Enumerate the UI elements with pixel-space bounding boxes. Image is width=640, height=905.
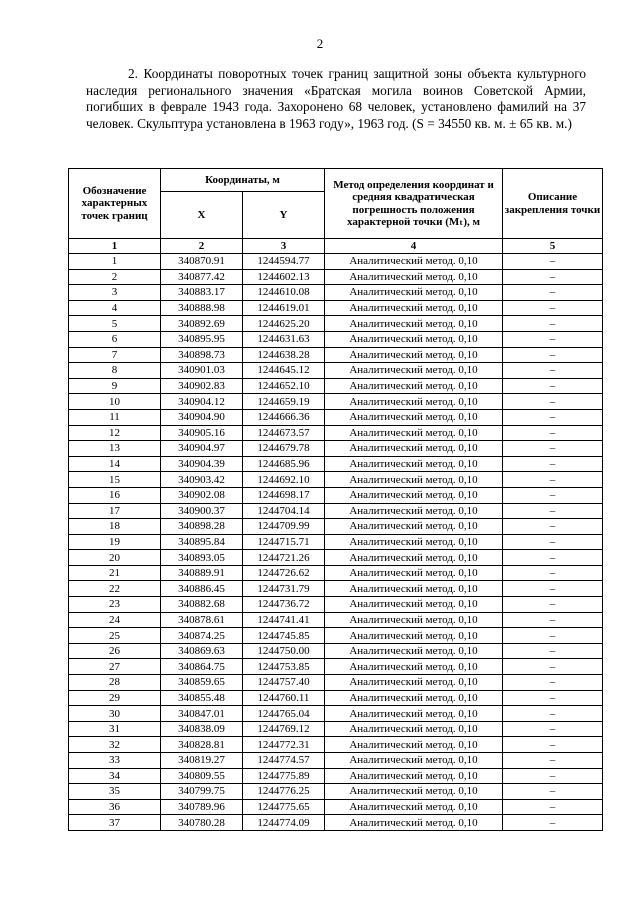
- description-cell: –: [503, 628, 603, 644]
- description-cell: –: [503, 269, 603, 285]
- table-row: [69, 285, 603, 301]
- y-coordinate-cell: 1244775.65: [243, 799, 325, 815]
- description-cell: –: [503, 519, 603, 535]
- point-number-cell: 16: [69, 487, 161, 503]
- point-number-cell: 26: [69, 643, 161, 659]
- y-coordinate-cell: 1244775.89: [243, 768, 325, 784]
- x-coordinate-cell: 340847.01: [161, 706, 243, 722]
- x-coordinate-cell: 340828.81: [161, 737, 243, 753]
- point-number-cell: 2: [69, 269, 161, 285]
- point-number-cell: 36: [69, 799, 161, 815]
- x-coordinate-cell: 340904.39: [161, 456, 243, 472]
- table-row: [69, 628, 603, 644]
- x-coordinate-cell: 340877.42: [161, 269, 243, 285]
- x-coordinate-cell: 340895.84: [161, 534, 243, 550]
- point-number-cell: 9: [69, 378, 161, 394]
- method-cell: Аналитический метод. 0,10: [325, 690, 503, 706]
- y-coordinate-cell: 1244679.78: [243, 441, 325, 457]
- method-cell: Аналитический метод. 0,10: [325, 441, 503, 457]
- point-number-cell: 7: [69, 347, 161, 363]
- table-row: [69, 254, 603, 270]
- x-coordinate-cell: 340905.16: [161, 425, 243, 441]
- table-row: [69, 815, 603, 831]
- y-coordinate-cell: 1244704.14: [243, 503, 325, 519]
- method-cell: Аналитический метод. 0,10: [325, 285, 503, 301]
- x-coordinate-cell: 340882.68: [161, 597, 243, 613]
- y-coordinate-cell: 1244774.57: [243, 753, 325, 769]
- method-cell: Аналитический метод. 0,10: [325, 394, 503, 410]
- method-cell: Аналитический метод. 0,10: [325, 643, 503, 659]
- x-coordinate-cell: 340893.05: [161, 550, 243, 566]
- description-cell: –: [503, 503, 603, 519]
- header-method: Метод определения координат и средняя квадратическая погрешность положения характерной точки (Мₜ), м: [325, 169, 503, 239]
- point-number-cell: 19: [69, 534, 161, 550]
- table-row: [69, 597, 603, 613]
- method-cell: Аналитический метод. 0,10: [325, 534, 503, 550]
- x-coordinate-cell: 340859.65: [161, 675, 243, 691]
- table-row: [69, 550, 603, 566]
- y-coordinate-cell: 1244652.10: [243, 378, 325, 394]
- method-cell: Аналитический метод. 0,10: [325, 784, 503, 800]
- header-x: X: [161, 192, 243, 239]
- table-row: [69, 347, 603, 363]
- point-number-cell: 3: [69, 285, 161, 301]
- method-cell: Аналитический метод. 0,10: [325, 612, 503, 628]
- point-number-cell: 10: [69, 394, 161, 410]
- method-cell: Аналитический метод. 0,10: [325, 409, 503, 425]
- description-cell: –: [503, 347, 603, 363]
- section-heading-text: 2. Координаты поворотных точек границ защитной зоны объекта культурного наследия регионального значения «Братская могила воинов Советской Армии, погибших в феврале 1943 года. Захоронено 68 человек, установлено фамилий на 37 человек. Скульптура установлена в 1963 году», 1963 год. (S = 34550 кв. м. ± 65 кв. м.): [86, 66, 586, 131]
- point-number-cell: 1: [69, 254, 161, 270]
- point-number-cell: 22: [69, 581, 161, 597]
- y-coordinate-cell: 1244659.19: [243, 394, 325, 410]
- method-cell: Аналитический метод. 0,10: [325, 659, 503, 675]
- table-body: [69, 254, 603, 831]
- description-cell: –: [503, 643, 603, 659]
- x-coordinate-cell: 340902.08: [161, 487, 243, 503]
- table-row: [69, 753, 603, 769]
- y-coordinate-cell: 1244645.12: [243, 363, 325, 379]
- point-number-cell: 15: [69, 472, 161, 488]
- y-coordinate-cell: 1244673.57: [243, 425, 325, 441]
- y-coordinate-cell: 1244594.77: [243, 254, 325, 270]
- table-row: [69, 799, 603, 815]
- point-number-cell: 30: [69, 706, 161, 722]
- y-coordinate-cell: 1244736.72: [243, 597, 325, 613]
- y-coordinate-cell: 1244753.85: [243, 659, 325, 675]
- x-coordinate-cell: 340819.27: [161, 753, 243, 769]
- y-coordinate-cell: 1244631.63: [243, 331, 325, 347]
- x-coordinate-cell: 340855.48: [161, 690, 243, 706]
- section-heading: [86, 66, 586, 132]
- coordinates-table: [68, 168, 603, 831]
- method-cell: Аналитический метод. 0,10: [325, 425, 503, 441]
- x-coordinate-cell: 340780.28: [161, 815, 243, 831]
- table-row: [69, 675, 603, 691]
- page-number: 2: [316, 36, 324, 51]
- x-coordinate-cell: 340889.91: [161, 565, 243, 581]
- description-cell: –: [503, 425, 603, 441]
- table-row: [69, 409, 603, 425]
- description-cell: –: [503, 300, 603, 316]
- method-cell: Аналитический метод. 0,10: [325, 768, 503, 784]
- table-row: [69, 331, 603, 347]
- table-row: [69, 487, 603, 503]
- description-cell: –: [503, 363, 603, 379]
- method-cell: Аналитический метод. 0,10: [325, 675, 503, 691]
- method-cell: Аналитический метод. 0,10: [325, 753, 503, 769]
- column-number-row: [69, 239, 603, 254]
- table-row: [69, 456, 603, 472]
- x-coordinate-cell: 340898.73: [161, 347, 243, 363]
- point-number-cell: 31: [69, 721, 161, 737]
- y-coordinate-cell: 1244715.71: [243, 534, 325, 550]
- description-cell: –: [503, 456, 603, 472]
- description-cell: –: [503, 659, 603, 675]
- description-cell: –: [503, 612, 603, 628]
- table-row: [69, 269, 603, 285]
- description-cell: –: [503, 331, 603, 347]
- method-cell: Аналитический метод. 0,10: [325, 565, 503, 581]
- description-cell: –: [503, 706, 603, 722]
- method-cell: Аналитический метод. 0,10: [325, 347, 503, 363]
- description-cell: –: [503, 581, 603, 597]
- table-header-row: [69, 169, 603, 192]
- description-cell: –: [503, 815, 603, 831]
- x-coordinate-cell: 340904.90: [161, 409, 243, 425]
- point-number-cell: 20: [69, 550, 161, 566]
- column-number: 4: [325, 239, 503, 254]
- x-coordinate-cell: 340904.12: [161, 394, 243, 410]
- point-number-cell: 14: [69, 456, 161, 472]
- table-row: [69, 706, 603, 722]
- x-coordinate-cell: 340838.09: [161, 721, 243, 737]
- method-cell: Аналитический метод. 0,10: [325, 737, 503, 753]
- method-cell: Аналитический метод. 0,10: [325, 456, 503, 472]
- y-coordinate-cell: 1244625.20: [243, 316, 325, 332]
- description-cell: –: [503, 753, 603, 769]
- point-number-cell: 34: [69, 768, 161, 784]
- table-row: [69, 394, 603, 410]
- point-number-cell: 4: [69, 300, 161, 316]
- column-number: 5: [503, 239, 603, 254]
- x-coordinate-cell: 340895.95: [161, 331, 243, 347]
- description-cell: –: [503, 737, 603, 753]
- point-number-cell: 11: [69, 409, 161, 425]
- method-cell: Аналитический метод. 0,10: [325, 363, 503, 379]
- method-cell: Аналитический метод. 0,10: [325, 597, 503, 613]
- point-number-cell: 32: [69, 737, 161, 753]
- y-coordinate-cell: 1244638.28: [243, 347, 325, 363]
- table-row: [69, 659, 603, 675]
- table-row: [69, 441, 603, 457]
- x-coordinate-cell: 340903.42: [161, 472, 243, 488]
- x-coordinate-cell: 340892.69: [161, 316, 243, 332]
- method-cell: Аналитический метод. 0,10: [325, 269, 503, 285]
- y-coordinate-cell: 1244745.85: [243, 628, 325, 644]
- x-coordinate-cell: 340789.96: [161, 799, 243, 815]
- method-cell: Аналитический метод. 0,10: [325, 815, 503, 831]
- point-number-cell: 25: [69, 628, 161, 644]
- point-number-cell: 6: [69, 331, 161, 347]
- point-number-cell: 18: [69, 519, 161, 535]
- x-coordinate-cell: 340883.17: [161, 285, 243, 301]
- y-coordinate-cell: 1244692.10: [243, 472, 325, 488]
- point-number-cell: 21: [69, 565, 161, 581]
- point-number-cell: 24: [69, 612, 161, 628]
- y-coordinate-cell: 1244741.41: [243, 612, 325, 628]
- x-coordinate-cell: 340799.75: [161, 784, 243, 800]
- point-number-cell: 12: [69, 425, 161, 441]
- method-cell: Аналитический метод. 0,10: [325, 503, 503, 519]
- header-y: Y: [243, 192, 325, 239]
- y-coordinate-cell: 1244602.13: [243, 269, 325, 285]
- y-coordinate-cell: 1244685.96: [243, 456, 325, 472]
- x-coordinate-cell: 340898.28: [161, 519, 243, 535]
- y-coordinate-cell: 1244726.62: [243, 565, 325, 581]
- table-row: [69, 768, 603, 784]
- y-coordinate-cell: 1244765.04: [243, 706, 325, 722]
- y-coordinate-cell: 1244774.09: [243, 815, 325, 831]
- point-number-cell: 33: [69, 753, 161, 769]
- header-coordinates: Координаты, м: [161, 169, 325, 192]
- table-row: [69, 612, 603, 628]
- description-cell: –: [503, 675, 603, 691]
- method-cell: Аналитический метод. 0,10: [325, 519, 503, 535]
- description-cell: –: [503, 254, 603, 270]
- description-cell: –: [503, 597, 603, 613]
- table-row: [69, 425, 603, 441]
- description-cell: –: [503, 441, 603, 457]
- table-row: [69, 472, 603, 488]
- method-cell: Аналитический метод. 0,10: [325, 316, 503, 332]
- table-row: [69, 737, 603, 753]
- y-coordinate-cell: 1244776.25: [243, 784, 325, 800]
- y-coordinate-cell: 1244698.17: [243, 487, 325, 503]
- point-number-cell: 37: [69, 815, 161, 831]
- table-row: [69, 721, 603, 737]
- method-cell: Аналитический метод. 0,10: [325, 300, 503, 316]
- x-coordinate-cell: 340878.61: [161, 612, 243, 628]
- description-cell: –: [503, 285, 603, 301]
- method-cell: Аналитический метод. 0,10: [325, 628, 503, 644]
- table-row: [69, 581, 603, 597]
- y-coordinate-cell: 1244731.79: [243, 581, 325, 597]
- point-number-cell: 28: [69, 675, 161, 691]
- table-row: [69, 565, 603, 581]
- point-number-cell: 27: [69, 659, 161, 675]
- method-cell: Аналитический метод. 0,10: [325, 254, 503, 270]
- method-cell: Аналитический метод. 0,10: [325, 706, 503, 722]
- y-coordinate-cell: 1244757.40: [243, 675, 325, 691]
- description-cell: –: [503, 534, 603, 550]
- method-cell: Аналитический метод. 0,10: [325, 581, 503, 597]
- method-cell: Аналитический метод. 0,10: [325, 799, 503, 815]
- method-cell: Аналитический метод. 0,10: [325, 331, 503, 347]
- point-number-cell: 8: [69, 363, 161, 379]
- description-cell: –: [503, 784, 603, 800]
- point-number-cell: 13: [69, 441, 161, 457]
- x-coordinate-cell: 340902.83: [161, 378, 243, 394]
- table-row: [69, 784, 603, 800]
- y-coordinate-cell: 1244709.99: [243, 519, 325, 535]
- method-cell: Аналитический метод. 0,10: [325, 721, 503, 737]
- y-coordinate-cell: 1244721.26: [243, 550, 325, 566]
- y-coordinate-cell: 1244760.11: [243, 690, 325, 706]
- table-row: [69, 363, 603, 379]
- table-row: [69, 519, 603, 535]
- description-cell: –: [503, 409, 603, 425]
- x-coordinate-cell: 340900.37: [161, 503, 243, 519]
- method-cell: Аналитический метод. 0,10: [325, 487, 503, 503]
- point-number-cell: 17: [69, 503, 161, 519]
- x-coordinate-cell: 340864.75: [161, 659, 243, 675]
- point-number-cell: 29: [69, 690, 161, 706]
- description-cell: –: [503, 721, 603, 737]
- y-coordinate-cell: 1244610.08: [243, 285, 325, 301]
- x-coordinate-cell: 340886.45: [161, 581, 243, 597]
- description-cell: –: [503, 472, 603, 488]
- x-coordinate-cell: 340874.25: [161, 628, 243, 644]
- method-cell: Аналитический метод. 0,10: [325, 472, 503, 488]
- description-cell: –: [503, 799, 603, 815]
- column-number: 3: [243, 239, 325, 254]
- table-row: [69, 300, 603, 316]
- method-cell: Аналитический метод. 0,10: [325, 550, 503, 566]
- y-coordinate-cell: 1244666.36: [243, 409, 325, 425]
- description-cell: –: [503, 394, 603, 410]
- description-cell: –: [503, 565, 603, 581]
- table-row: [69, 643, 603, 659]
- column-number: 2: [161, 239, 243, 254]
- point-number-cell: 35: [69, 784, 161, 800]
- y-coordinate-cell: 1244769.12: [243, 721, 325, 737]
- x-coordinate-cell: 340869.63: [161, 643, 243, 659]
- x-coordinate-cell: 340901.03: [161, 363, 243, 379]
- table-row: [69, 690, 603, 706]
- description-cell: –: [503, 550, 603, 566]
- y-coordinate-cell: 1244619.01: [243, 300, 325, 316]
- x-coordinate-cell: 340888.98: [161, 300, 243, 316]
- table-row: [69, 378, 603, 394]
- point-number-cell: 23: [69, 597, 161, 613]
- y-coordinate-cell: 1244750.00: [243, 643, 325, 659]
- description-cell: –: [503, 690, 603, 706]
- description-cell: –: [503, 768, 603, 784]
- description-cell: –: [503, 487, 603, 503]
- y-coordinate-cell: 1244772.31: [243, 737, 325, 753]
- x-coordinate-cell: 340904.97: [161, 441, 243, 457]
- header-description: Описание закрепления точки: [503, 169, 603, 239]
- x-coordinate-cell: 340809.55: [161, 768, 243, 784]
- method-cell: Аналитический метод. 0,10: [325, 378, 503, 394]
- table-row: [69, 503, 603, 519]
- point-number-cell: 5: [69, 316, 161, 332]
- description-cell: –: [503, 378, 603, 394]
- table-row: [69, 534, 603, 550]
- description-cell: –: [503, 316, 603, 332]
- x-coordinate-cell: 340870.91: [161, 254, 243, 270]
- column-number: 1: [69, 239, 161, 254]
- header-point: Обозначение характерных точек границ: [69, 169, 161, 239]
- table-row: [69, 316, 603, 332]
